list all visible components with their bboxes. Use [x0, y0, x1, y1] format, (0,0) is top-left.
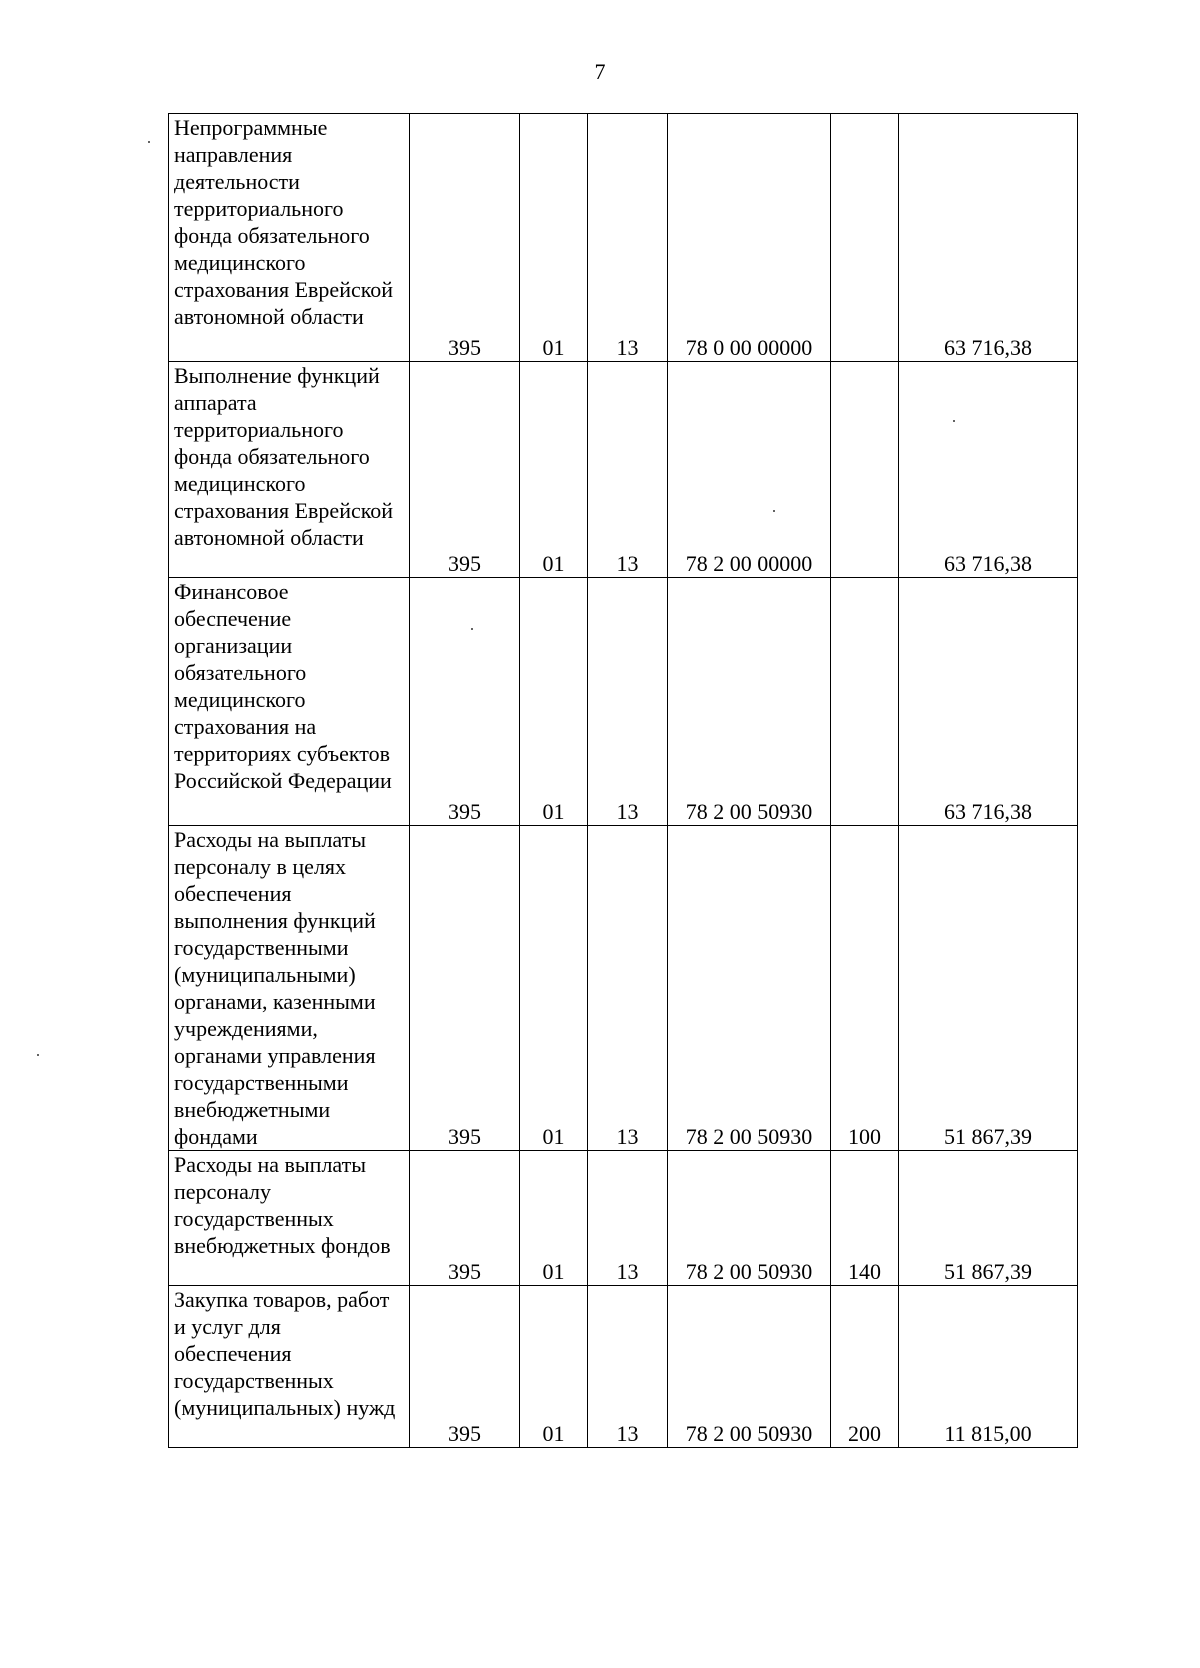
scan-speck [953, 420, 955, 422]
section-code: 01 [520, 114, 588, 362]
budget-table [168, 113, 1078, 1448]
subsection-code: 13 [588, 114, 668, 362]
section-code: 01 [520, 578, 588, 826]
table-row [169, 1286, 1078, 1448]
table-row [169, 1151, 1078, 1286]
row-name: Расходы на выплаты персоналу государственных внебюджетных фондов [174, 1152, 391, 1258]
target-article: 78 2 00 50930 [668, 578, 831, 826]
amount: 63 716,38 [899, 578, 1078, 826]
target-article: 78 2 00 50930 [668, 1151, 831, 1286]
subsection-code: 13 [588, 362, 668, 578]
row-name-cell [169, 1151, 410, 1286]
scan-speck [148, 141, 150, 143]
row-name-cell [169, 1286, 410, 1448]
table-row [169, 362, 1078, 578]
row-name: Расходы на выплаты персоналу в целях обеспечения выполнения функций государственными (муниципальными) органами, казенными учреждениями, органами управления государственными внебюджетными фондами [174, 827, 376, 1149]
subsection-code: 13 [588, 1151, 668, 1286]
amount: 51 867,39 [899, 826, 1078, 1151]
row-name: Непрограммные направления деятельности территориального фонда обязательного медицинского страхования Еврейской автономной области [174, 115, 394, 329]
row-name: Выполнение функций аппарата территориального фонда обязательного медицинского страхования Еврейской автономной области [174, 363, 394, 550]
expense-type: 100 [831, 826, 899, 1151]
row-name-cell [169, 362, 410, 578]
target-article: 78 2 00 50930 [668, 1286, 831, 1448]
ministry-code: 395 [410, 362, 520, 578]
table-row [169, 114, 1078, 362]
section-code: 01 [520, 826, 588, 1151]
subsection-code: 13 [588, 826, 668, 1151]
scan-speck [37, 1054, 39, 1056]
row-name-cell [169, 578, 410, 826]
page-number: 7 [594, 59, 606, 84]
amount: 63 716,38 [899, 114, 1078, 362]
row-name-cell [169, 114, 410, 362]
expense-type [831, 578, 899, 826]
ministry-code: 395 [410, 114, 520, 362]
target-article: 78 0 00 00000 [668, 114, 831, 362]
section-code: 01 [520, 1151, 588, 1286]
amount: 63 716,38 [899, 362, 1078, 578]
expense-type: 140 [831, 1151, 899, 1286]
amount: 51 867,39 [899, 1151, 1078, 1286]
expense-type: 200 [831, 1286, 899, 1448]
target-article: 78 2 00 00000 [668, 362, 831, 578]
amount: 11 815,00 [899, 1286, 1078, 1448]
section-code: 01 [520, 362, 588, 578]
row-name-cell [169, 826, 410, 1151]
expense-type [831, 114, 899, 362]
row-name: Закупка товаров, работ и услуг для обеспечения государственных (муниципальных) нужд [174, 1287, 396, 1420]
row-name: Финансовое обеспечение организации обязательного медицинского страхования на территориях субъектов Российской Федерации [174, 579, 392, 793]
ministry-code: 395 [410, 826, 520, 1151]
table-row [169, 826, 1078, 1151]
target-article: 78 2 00 50930 [668, 826, 831, 1151]
section-code: 01 [520, 1286, 588, 1448]
expense-type [831, 362, 899, 578]
ministry-code: 395 [410, 578, 520, 826]
subsection-code: 13 [588, 578, 668, 826]
ministry-code: 395 [410, 1286, 520, 1448]
ministry-code: 395 [410, 1151, 520, 1286]
table-row [169, 578, 1078, 826]
scan-speck [471, 628, 473, 630]
subsection-code: 13 [588, 1286, 668, 1448]
scan-speck [773, 510, 775, 512]
